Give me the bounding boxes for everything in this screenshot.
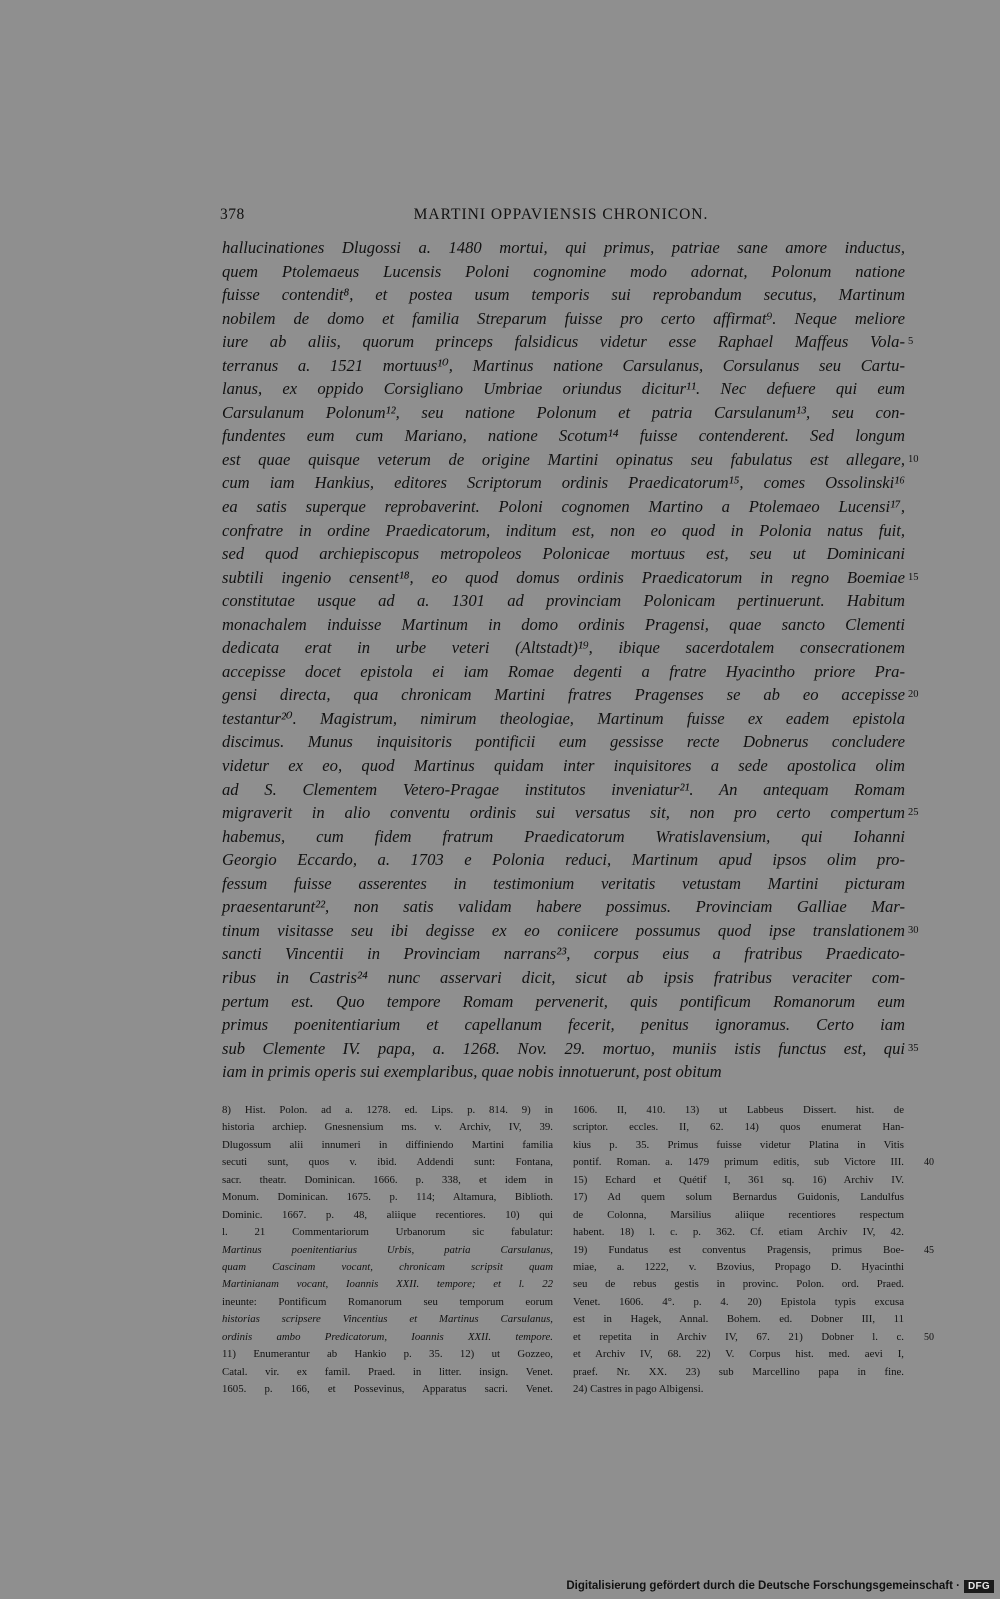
footnote-line	[573, 1276, 904, 1293]
footnote-line-content: 1606. II, 410. 13) ut Labbeus Dissert. hist. de	[573, 1104, 904, 1116]
text-line-content: lanus, ex oppido Corsigliano Umbriae oriundus dicitur¹¹. Nec defuere qui eum	[222, 379, 905, 399]
footnote-line-content: habent. 18) l. c. p. 362. Cf. etiam Archiv IV, 42.	[573, 1226, 904, 1239]
text-line	[222, 589, 905, 613]
text-line-content: Georgio Eccardo, a. 1703 e Polonia reduci, Martinum apud ipsos olim pro-	[222, 850, 905, 870]
text-line-content: tinum visitasse seu ibi degisse ex eo coniicere possumus quod ipse translationem	[222, 920, 905, 940]
footnote-line: Martinianam vocant, Ioannis XXII. tempore; et l. 22	[222, 1278, 553, 1291]
line-number: 40	[924, 1157, 934, 1169]
text-line-content: discimus. Munus inquisitoris pontificii eum gessisse recte Dobnerus concludere	[222, 732, 905, 752]
text-line	[222, 519, 905, 543]
footnote-line: Martinus poenitentiarius Urbis, patria Carsulanus,	[222, 1243, 553, 1256]
line-number: 10	[908, 453, 919, 465]
dfg-logo: DFG	[964, 1580, 994, 1593]
footnote-line: secuti sunt, quos v. ibid. Addendi sunt: Fontana,	[222, 1156, 553, 1169]
text-line	[222, 1013, 905, 1037]
text-line-content: fundentes eum cum Mariano, natione Scotum¹⁴ fuisse contenderent. Sed longum	[222, 426, 905, 446]
footnote-line: quam Cascinam vocant, chronicam scripsit quam	[222, 1260, 553, 1273]
text-line-content: est quae quisque veterum de origine Martini opinatus seu fabulatus est allegare,	[222, 449, 905, 469]
text-line	[222, 424, 905, 448]
footnotes-left-column	[222, 1102, 553, 1398]
text-line-content: constitutae usque ad a. 1301 ad provinciam Polonicam pertinuerunt. Habitum	[222, 591, 905, 611]
footnote-line: ordinis ambo Predicatorum, Ioannis XXII. tempore.	[222, 1330, 553, 1343]
line-number: 35	[908, 1042, 919, 1054]
footnote-line-content: et Archiv IV, 68. 22) V. Corpus hist. med. aevi I,	[573, 1348, 904, 1361]
footnote-line-content: pontif. Roman. a. 1479 primum editis, sub Victore III.	[573, 1156, 904, 1169]
text-line-content: iure ab aliis, quorum princeps falsidicus videtur esse Raphael Maffeus Vola-	[222, 332, 905, 352]
footnote-line-content: scriptor. eccles. II, 62. 14) quos enumerat Han-	[573, 1121, 904, 1134]
text-line	[222, 1037, 919, 1061]
text-line	[222, 401, 905, 425]
footnote-line: historias scripsere Vincentius et Martinus Carsulanus,	[222, 1313, 553, 1326]
footnote-line	[573, 1119, 904, 1136]
footnotes-right-column	[573, 1102, 934, 1398]
text-line-content: hallucinationes Dlugossi a. 1480 mortui, qui primus, patriae sane amore inductus,	[222, 238, 905, 257]
footnote-line: 11) Enumerantur ab Hankio p. 35. 12) ut Gozzeo,	[222, 1348, 553, 1361]
text-line	[222, 895, 905, 919]
text-line	[222, 754, 905, 778]
text-line-content: sub Clemente IV. papa, a. 1268. Nov. 29. mortuo, muniis istis functus est, qui	[222, 1038, 905, 1058]
text-line-content: iam in primis operis sui exemplaribus, quae nobis innotuerunt, post obitum	[222, 1062, 722, 1082]
text-line	[222, 919, 919, 943]
footnote-line-content: et repetita in Archiv IV, 67. 21) Dobner l. c.	[573, 1330, 904, 1343]
text-line	[222, 801, 919, 825]
footnote-line-content: kius p. 35. Primus fuisse videtur Platina in Vitis	[573, 1138, 904, 1151]
text-line-content: terranus a. 1521 mortuus¹⁰, Martinus natione Carsulanus, Corsulanus seu Cartu-	[222, 355, 905, 375]
text-line	[222, 283, 905, 307]
main-text	[222, 236, 919, 1084]
footnote-line-content: 15) Echard et Quétif I, 361 sq. 16) Archiv IV.	[573, 1173, 904, 1186]
footnote-line	[573, 1364, 904, 1381]
footnote-line	[573, 1294, 904, 1311]
text-line-content: fessum fuisse asserentes in testimonium veritatis vetustam Martini picturam	[222, 873, 905, 893]
text-line	[222, 848, 905, 872]
line-number: 5	[908, 336, 914, 348]
footnote-line-content: 24) Castres in pago Albigensi.	[573, 1383, 704, 1395]
text-line	[222, 683, 919, 707]
text-line	[222, 471, 905, 495]
footnote-line: Monum. Dominican. 1675. p. 114; Altamura, Biblioth.	[222, 1191, 553, 1204]
text-line	[222, 990, 905, 1014]
text-line	[222, 636, 905, 660]
footnote-line	[573, 1329, 934, 1346]
text-line-content: ea satis superque reprobaverint. Poloni cognomen Martino a Ptolemaeo Lucensi¹⁷,	[222, 497, 905, 517]
text-line-content: quem Ptolemaeus Lucensis Poloni cognomine modo adornat, Polonum natione	[222, 261, 905, 281]
running-title: MARTINI OPPAVIENSIS CHRONICON.	[413, 206, 709, 223]
footnote-line-content: praef. Nr. XX. 23) sub Marcellino papa in fine.	[573, 1365, 904, 1378]
footnote-line-content: 19) Fundatus est conventus Pragensis, primus Boe-	[573, 1243, 904, 1256]
text-line-content: gensi directa, qua chronicam Martini fratres Pragenses se ab eo accepisse	[222, 685, 905, 705]
text-line-content: accepisse docet epistola ei iam Romae degenti a fratre Hyacintho priore Pra-	[222, 661, 905, 681]
text-line	[222, 942, 905, 966]
text-line-content: subtili ingenio censent¹⁸, eo quod domus ordinis Praedicatorum in regno Boemiae	[222, 567, 905, 587]
text-line-content: primus poenitentiarium et capellanum fecerit, penitus ignoramus. Certo iam	[222, 1015, 905, 1035]
footnote-line-content: est in Hagek, Annal. Bohem. ed. Dobner III, 11	[573, 1313, 904, 1326]
footnote-line	[573, 1189, 904, 1206]
text-line	[222, 1060, 905, 1084]
text-line	[222, 495, 905, 519]
footnote-line	[573, 1224, 904, 1241]
footnote-line-content: Venet. 1606. 4°. p. 4. 20) Epistola typis excusa	[573, 1295, 904, 1308]
text-line-content: nobilem de domo et familia Streparum fuisse pro certo affirmat⁹. Neque meliore	[222, 308, 905, 328]
text-line-content: confratre in ordine Praedicatorum, inditum est, non eo quod in Polonia natus fuit,	[222, 520, 905, 540]
footnote-line: 8) Hist. Polon. ad a. 1278. ed. Lips. p. 814. 9) in	[222, 1104, 553, 1116]
footnote-line: historia archiep. Gnesnensium ms. v. Archiv, IV, 39.	[222, 1121, 553, 1134]
text-line-content: monachalem induisse Martinum in domo ordinis Pragensi, quae sancto Clementi	[222, 614, 905, 634]
footnote-line: sacr. theatr. Dominican. 1666. p. 338, et idem in	[222, 1173, 553, 1186]
digitization-banner	[566, 1577, 994, 1595]
text-line	[222, 613, 905, 637]
page-header	[220, 206, 902, 230]
footnote-line	[573, 1311, 904, 1328]
text-line-content: migraverit in alio conventu ordinis sui versatus sit, non pro certo compertum	[222, 803, 905, 823]
line-number: 20	[908, 689, 919, 701]
digitization-text: Digitalisierung gefördert durch die Deutsche Forschungsgemeinschaft ·	[566, 1580, 960, 1592]
footnote-line: Dlugossum alii innumeri in diffiniendo Martini familia	[222, 1138, 553, 1151]
line-number: 45	[924, 1244, 934, 1256]
text-line	[222, 872, 905, 896]
footnote-line	[573, 1242, 934, 1259]
text-line-content: sed quod archiepiscopus metropoleos Polonicae mortuus est, seu ut Dominicani	[222, 544, 905, 564]
text-line-content: ad S. Clementem Vetero-Pragae institutos inveniatur²¹. An antequam Romam	[222, 779, 905, 799]
line-number: 15	[908, 571, 919, 583]
text-line-content: habemus, cum fidem fratrum Praedicatorum Wratislavensium, qui Iohanni	[222, 826, 905, 846]
line-number: 25	[908, 807, 919, 819]
footnote-line-content: miae, a. 1222, v. Bzovius, Propago D. Hyacinthi	[573, 1260, 904, 1273]
text-line-content: sancti Vincentii in Provinciam narrans²³, corpus eius a fratribus Praedicato-	[222, 944, 905, 964]
text-line	[222, 542, 905, 566]
text-line-content: Carsulanum Polonum¹², seu natione Polonum et patria Carsulanum¹³, seu con-	[222, 402, 905, 422]
footnote-line	[573, 1346, 904, 1363]
text-line	[222, 730, 905, 754]
text-line-content: fuisse contendit⁸, et postea usum temporis sui reprobandum secutus, Martinum	[222, 285, 905, 305]
text-line	[222, 260, 905, 284]
footnote-line	[573, 1137, 904, 1154]
footnote-line	[573, 1381, 904, 1398]
text-line	[222, 825, 905, 849]
line-number: 50	[924, 1331, 934, 1343]
text-line-content: ribus in Castris²⁴ nunc asservari dicit, sicut ab ipsis fratribus veraciter com-	[222, 967, 905, 987]
text-line-content: praesentarunt²², non satis validam habere possimus. Provinciam Galliae Mar-	[222, 897, 905, 917]
footnote-line	[573, 1259, 904, 1276]
text-line	[222, 236, 905, 260]
line-number: 30	[908, 924, 919, 936]
text-line	[222, 448, 919, 472]
text-line-content: dedicata erat in urbe veteri (Altstadt)¹⁹, ibique sacerdotalem consecrationem	[222, 638, 905, 658]
text-line	[222, 330, 914, 354]
text-line-content: videtur ex eo, quod Martinus quidam inter inquisitores a sede apostolica olim	[222, 756, 905, 776]
text-line	[222, 377, 905, 401]
text-line	[222, 354, 905, 378]
footnote-line	[573, 1154, 934, 1171]
footnote-line: Dominic. 1667. p. 48, aliique recentiores. 10) qui	[222, 1208, 553, 1221]
footnote-line: ineunte: Pontificum Romanorum seu temporum eorum	[222, 1295, 553, 1308]
footnote-line	[573, 1172, 904, 1189]
footnote-line-content: seu de rebus gestis in provinc. Polon. ord. Praed.	[573, 1278, 904, 1291]
text-line	[222, 707, 905, 731]
text-line	[222, 307, 905, 331]
page-number: 378	[220, 206, 245, 223]
footnote-line-content: 17) Ad quem solum Bernardus Guidonis, Landulfus	[573, 1191, 904, 1204]
text-line-content: cum iam Hankius, editores Scriptorum ordinis Praedicatorum¹⁵, comes Ossolinski¹⁶	[222, 473, 905, 493]
footnote-line	[573, 1207, 904, 1224]
text-line	[222, 966, 905, 990]
text-line	[222, 660, 905, 684]
footnote-line-content: de Colonna, Marsilius aliique recentiores respectum	[573, 1208, 904, 1221]
footnote-line	[573, 1102, 904, 1119]
text-line-content: pertum est. Quo tempore Romam pervenerit, quis pontificum Romanorum eum	[222, 991, 905, 1011]
text-line	[222, 566, 919, 590]
footnote-line: l. 21 Commentariorum Urbanorum sic fabulatur:	[222, 1226, 553, 1239]
footnote-line: 1605. p. 166, et Possevinus, Apparatus sacri. Venet.	[222, 1383, 553, 1395]
text-line	[222, 778, 905, 802]
footnote-line: Catal. vir. ex famil. Praed. in litter. insign. Venet.	[222, 1365, 553, 1378]
text-line-content: testantur²⁰. Magistrum, nimirum theologiae, Martinum fuisse ex eadem epistola	[222, 708, 905, 728]
